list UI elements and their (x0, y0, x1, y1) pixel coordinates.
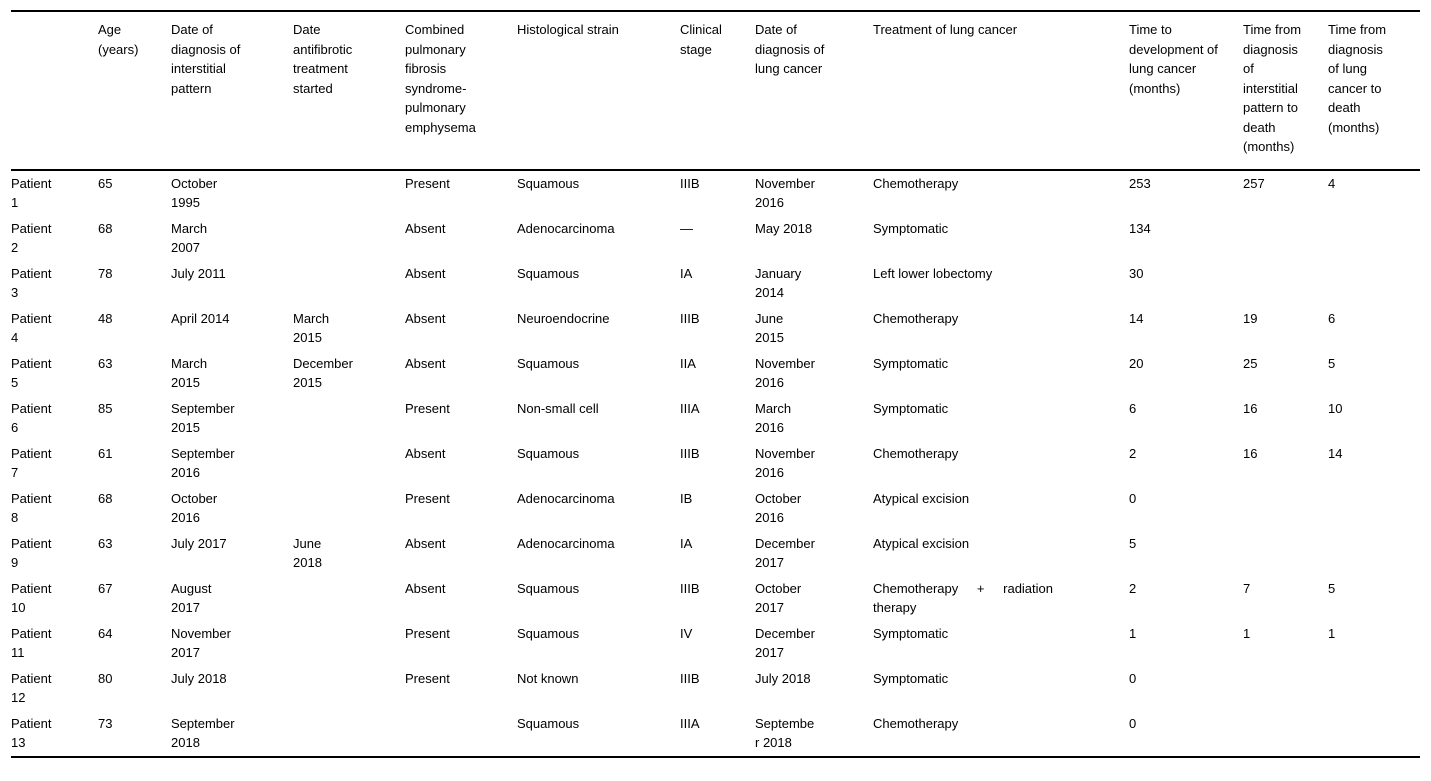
cell-histological-strain: Adenocarcinoma (517, 535, 615, 551)
cell-cpfe: Absent (405, 310, 446, 326)
table-row (11, 486, 1420, 531)
column-header-antifibrotic-start-date: Date antifibrotic treatment started (293, 22, 353, 96)
cell-time-cancer-to-death: 1 (1328, 625, 1336, 641)
cell-time-interstitial-to-death: 16 (1243, 400, 1258, 416)
cell-time-cancer-to-death (1328, 216, 1420, 261)
cell-time-to-lung-cancer: 1 (1129, 625, 1137, 641)
cell-histological-strain: Squamous (517, 265, 580, 281)
cell-time-interstitial-to-death (1243, 666, 1328, 711)
cell-clinical-stage: IIIB (680, 580, 700, 596)
cell-age: 64 (98, 625, 113, 641)
cell-cpfe: Absent (405, 445, 446, 461)
cell-interstitial-diagnosis-date: March 2007 (171, 220, 208, 255)
cell-interstitial-diagnosis-date: September 2018 (171, 715, 235, 750)
cell-lung-cancer-diagnosis-date: October 2016 (755, 490, 802, 525)
cell-time-to-lung-cancer: 2 (1129, 580, 1137, 596)
column-header-time-to-lung-cancer: Time to development of lung cancer (months) (1129, 22, 1218, 96)
cell-age: 61 (98, 445, 113, 461)
cell-histological-strain: Non-small cell (517, 400, 599, 416)
column-header-clinical-stage: Clinical stage (680, 22, 722, 57)
cell-antifibrotic-start-date (293, 170, 405, 216)
patient-label: Patient 8 (11, 490, 52, 525)
cell-age: 68 (98, 220, 113, 236)
cell-age: 65 (98, 175, 113, 191)
cell-clinical-stage: IIIB (680, 445, 700, 461)
cell-interstitial-diagnosis-date: July 2017 (171, 535, 227, 551)
patient-label: Patient 11 (11, 625, 52, 660)
cell-age: 73 (98, 715, 113, 731)
cell-time-interstitial-to-death (1243, 711, 1328, 757)
cell-histological-strain: Adenocarcinoma (517, 220, 615, 236)
table-row (11, 351, 1420, 396)
cell-age: 63 (98, 535, 113, 551)
cell-clinical-stage: IIIB (680, 670, 700, 686)
cell-time-interstitial-to-death (1243, 486, 1328, 531)
cell-time-interstitial-to-death (1243, 216, 1328, 261)
patient-label: Patient 7 (11, 445, 52, 480)
column-header-histological-strain: Histological strain (517, 22, 619, 37)
cell-time-to-lung-cancer: 253 (1129, 175, 1151, 191)
cell-cpfe: Absent (405, 355, 446, 371)
cell-lung-cancer-treatment: Chemotherapy (873, 175, 959, 191)
column-header-time-interstitial-to-death: Time from diagnosis of interstitial pattern to death (months) (1243, 22, 1302, 154)
cell-lung-cancer-treatment: Symptomatic (873, 355, 949, 371)
cell-lung-cancer-treatment: Symptomatic (873, 220, 949, 236)
cell-clinical-stage: IV (680, 625, 693, 641)
patient-label: Patient 4 (11, 310, 52, 345)
column-header-lung-cancer-treatment: Treatment of lung cancer (873, 22, 1018, 37)
cell-clinical-stage: IIIA (680, 715, 700, 731)
cell-time-cancer-to-death (1328, 666, 1420, 711)
cell-histological-strain: Squamous (517, 715, 580, 731)
cell-clinical-stage: IA (680, 535, 693, 551)
cell-antifibrotic-start-date: March 2015 (293, 310, 330, 345)
cell-lung-cancer-treatment: Symptomatic (873, 670, 949, 686)
cell-time-interstitial-to-death: 16 (1243, 445, 1258, 461)
patient-label: Patient 6 (11, 400, 52, 435)
cell-time-cancer-to-death (1328, 261, 1420, 306)
cell-histological-strain: Squamous (517, 580, 580, 596)
cell-time-to-lung-cancer: 0 (1129, 715, 1137, 731)
cell-interstitial-diagnosis-date: November 2017 (171, 625, 231, 660)
cell-time-interstitial-to-death: 1 (1243, 625, 1251, 641)
cell-lung-cancer-diagnosis-date: December 2017 (755, 625, 815, 660)
cell-age: 80 (98, 670, 113, 686)
cell-lung-cancer-treatment: Chemotherapy (873, 715, 959, 731)
cell-clinical-stage: IB (680, 490, 693, 506)
cell-histological-strain: Squamous (517, 625, 580, 641)
cell-age: 68 (98, 490, 113, 506)
cell-antifibrotic-start-date (293, 396, 405, 441)
table-row (11, 216, 1420, 261)
cell-age: 63 (98, 355, 113, 371)
cell-interstitial-diagnosis-date: August 2017 (171, 580, 212, 615)
cell-clinical-stage: IIA (680, 355, 696, 371)
patient-table (11, 10, 1420, 758)
table-row (11, 261, 1420, 306)
table-row (11, 396, 1420, 441)
table-row (11, 170, 1420, 216)
cell-age: 85 (98, 400, 113, 416)
cell-time-interstitial-to-death: 7 (1243, 580, 1251, 596)
cell-lung-cancer-diagnosis-date: June 2015 (755, 310, 784, 345)
cell-clinical-stage: — (680, 220, 693, 236)
table-header-row (11, 11, 1420, 170)
cell-antifibrotic-start-date (293, 216, 405, 261)
cell-interstitial-diagnosis-date: September 2016 (171, 445, 235, 480)
cell-cpfe: Absent (405, 535, 446, 551)
table-row (11, 531, 1420, 576)
cell-time-to-lung-cancer: 20 (1129, 355, 1144, 371)
cell-antifibrotic-start-date (293, 621, 405, 666)
cell-cpfe: Absent (405, 220, 446, 236)
table-row (11, 576, 1420, 621)
column-header-time-cancer-to-death: Time from diagnosis of lung cancer to death (months) (1328, 22, 1387, 135)
cell-histological-strain: Not known (517, 670, 579, 686)
cell-clinical-stage: IIIB (680, 310, 700, 326)
cell-time-to-lung-cancer: 134 (1129, 220, 1151, 236)
patient-label: Patient 12 (11, 670, 52, 705)
cell-antifibrotic-start-date (293, 711, 405, 757)
column-header-cpfe: Combined pulmonary fibrosis syndrome-pulmonary emphysema (405, 22, 476, 135)
cell-antifibrotic-start-date: December 2015 (293, 355, 353, 390)
cell-time-to-lung-cancer: 2 (1129, 445, 1137, 461)
patient-label: Patient 2 (11, 220, 52, 255)
cell-time-cancer-to-death (1328, 711, 1420, 757)
cell-lung-cancer-treatment: Chemotherapy + radiation therapy (873, 580, 1053, 615)
cell-histological-strain: Neuroendocrine (517, 310, 610, 326)
cell-lung-cancer-treatment: Atypical excision (873, 535, 970, 551)
cell-clinical-stage: IA (680, 265, 693, 281)
cell-interstitial-diagnosis-date: September 2015 (171, 400, 235, 435)
cell-time-cancer-to-death (1328, 531, 1420, 576)
cell-time-cancer-to-death: 14 (1328, 445, 1343, 461)
cell-antifibrotic-start-date (293, 441, 405, 486)
cell-interstitial-diagnosis-date: April 2014 (171, 310, 230, 326)
cell-time-to-lung-cancer: 5 (1129, 535, 1137, 551)
cell-lung-cancer-diagnosis-date: November 2016 (755, 445, 815, 480)
cell-time-cancer-to-death: 5 (1328, 355, 1336, 371)
cell-lung-cancer-treatment: Symptomatic (873, 400, 949, 416)
cell-time-cancer-to-death: 4 (1328, 175, 1336, 191)
table-header (11, 11, 1420, 170)
cell-lung-cancer-diagnosis-date: October 2017 (755, 580, 802, 615)
cell-time-to-lung-cancer: 30 (1129, 265, 1144, 281)
patient-label: Patient 1 (11, 175, 52, 210)
cell-lung-cancer-diagnosis-date: September 2018 (755, 715, 815, 750)
cell-antifibrotic-start-date (293, 261, 405, 306)
cell-antifibrotic-start-date (293, 666, 405, 711)
cell-cpfe (405, 711, 517, 757)
patient-label: Patient 10 (11, 580, 52, 615)
cell-interstitial-diagnosis-date: July 2018 (171, 670, 227, 686)
cell-cpfe: Present (405, 175, 450, 191)
cell-time-to-lung-cancer: 14 (1129, 310, 1144, 326)
cell-time-cancer-to-death (1328, 486, 1420, 531)
cell-interstitial-diagnosis-date: October 1995 (171, 175, 218, 210)
cell-antifibrotic-start-date: June 2018 (293, 535, 322, 570)
cell-clinical-stage: IIIA (680, 400, 700, 416)
table-row (11, 621, 1420, 666)
patient-label: Patient 9 (11, 535, 52, 570)
cell-time-interstitial-to-death (1243, 531, 1328, 576)
cell-time-interstitial-to-death: 257 (1243, 175, 1265, 191)
cell-histological-strain: Squamous (517, 355, 580, 371)
cell-time-interstitial-to-death (1243, 261, 1328, 306)
cell-time-to-lung-cancer: 0 (1129, 490, 1137, 506)
patient-label: Patient 3 (11, 265, 52, 300)
cell-lung-cancer-treatment: Atypical excision (873, 490, 970, 506)
column-header-age: Age (years) (98, 22, 139, 57)
cell-lung-cancer-treatment: Symptomatic (873, 625, 949, 641)
cell-time-cancer-to-death: 10 (1328, 400, 1343, 416)
cell-histological-strain: Squamous (517, 445, 580, 461)
cell-lung-cancer-diagnosis-date: December 2017 (755, 535, 815, 570)
table-row (11, 441, 1420, 486)
cell-lung-cancer-diagnosis-date: March 2016 (755, 400, 792, 435)
cell-lung-cancer-treatment: Left lower lobectomy (873, 265, 993, 281)
cell-lung-cancer-diagnosis-date: January 2014 (755, 265, 802, 300)
cell-lung-cancer-diagnosis-date: November 2016 (755, 175, 815, 210)
patient-label: Patient 5 (11, 355, 52, 390)
table-row (11, 711, 1420, 757)
cell-age: 78 (98, 265, 113, 281)
column-header-patient (11, 11, 98, 170)
cell-interstitial-diagnosis-date: July 2011 (171, 265, 226, 281)
table-body (11, 170, 1420, 757)
patient-label: Patient 13 (11, 715, 52, 750)
cell-lung-cancer-treatment: Chemotherapy (873, 445, 959, 461)
column-header-lung-cancer-diagnosis-date: Date of diagnosis of lung cancer (755, 22, 825, 76)
cell-antifibrotic-start-date (293, 486, 405, 531)
cell-clinical-stage: IIIB (680, 175, 700, 191)
cell-time-to-lung-cancer: 0 (1129, 670, 1137, 686)
table-row (11, 666, 1420, 711)
cell-cpfe: Present (405, 400, 450, 416)
cell-cpfe: Present (405, 490, 450, 506)
cell-time-to-lung-cancer: 6 (1129, 400, 1137, 416)
cell-interstitial-diagnosis-date: March 2015 (171, 355, 208, 390)
cell-histological-strain: Squamous (517, 175, 580, 191)
cell-time-cancer-to-death: 5 (1328, 580, 1336, 596)
column-header-interstitial-diagnosis-date: Date of diagnosis of interstitial pattern (171, 22, 241, 96)
cell-age: 48 (98, 310, 113, 326)
cell-cpfe: Absent (405, 580, 446, 596)
cell-time-interstitial-to-death: 25 (1243, 355, 1258, 371)
cell-interstitial-diagnosis-date: October 2016 (171, 490, 218, 525)
table-row (11, 306, 1420, 351)
cell-age: 67 (98, 580, 113, 596)
cell-histological-strain: Adenocarcinoma (517, 490, 615, 506)
cell-lung-cancer-treatment: Chemotherapy (873, 310, 959, 326)
cell-antifibrotic-start-date (293, 576, 405, 621)
cell-cpfe: Present (405, 625, 450, 641)
cell-time-cancer-to-death: 6 (1328, 310, 1336, 326)
cell-cpfe: Present (405, 670, 450, 686)
cell-lung-cancer-diagnosis-date: July 2018 (755, 670, 811, 686)
cell-time-interstitial-to-death: 19 (1243, 310, 1258, 326)
cell-lung-cancer-diagnosis-date: May 2018 (755, 220, 813, 236)
cell-cpfe: Absent (405, 265, 446, 281)
cell-lung-cancer-diagnosis-date: November 2016 (755, 355, 815, 390)
